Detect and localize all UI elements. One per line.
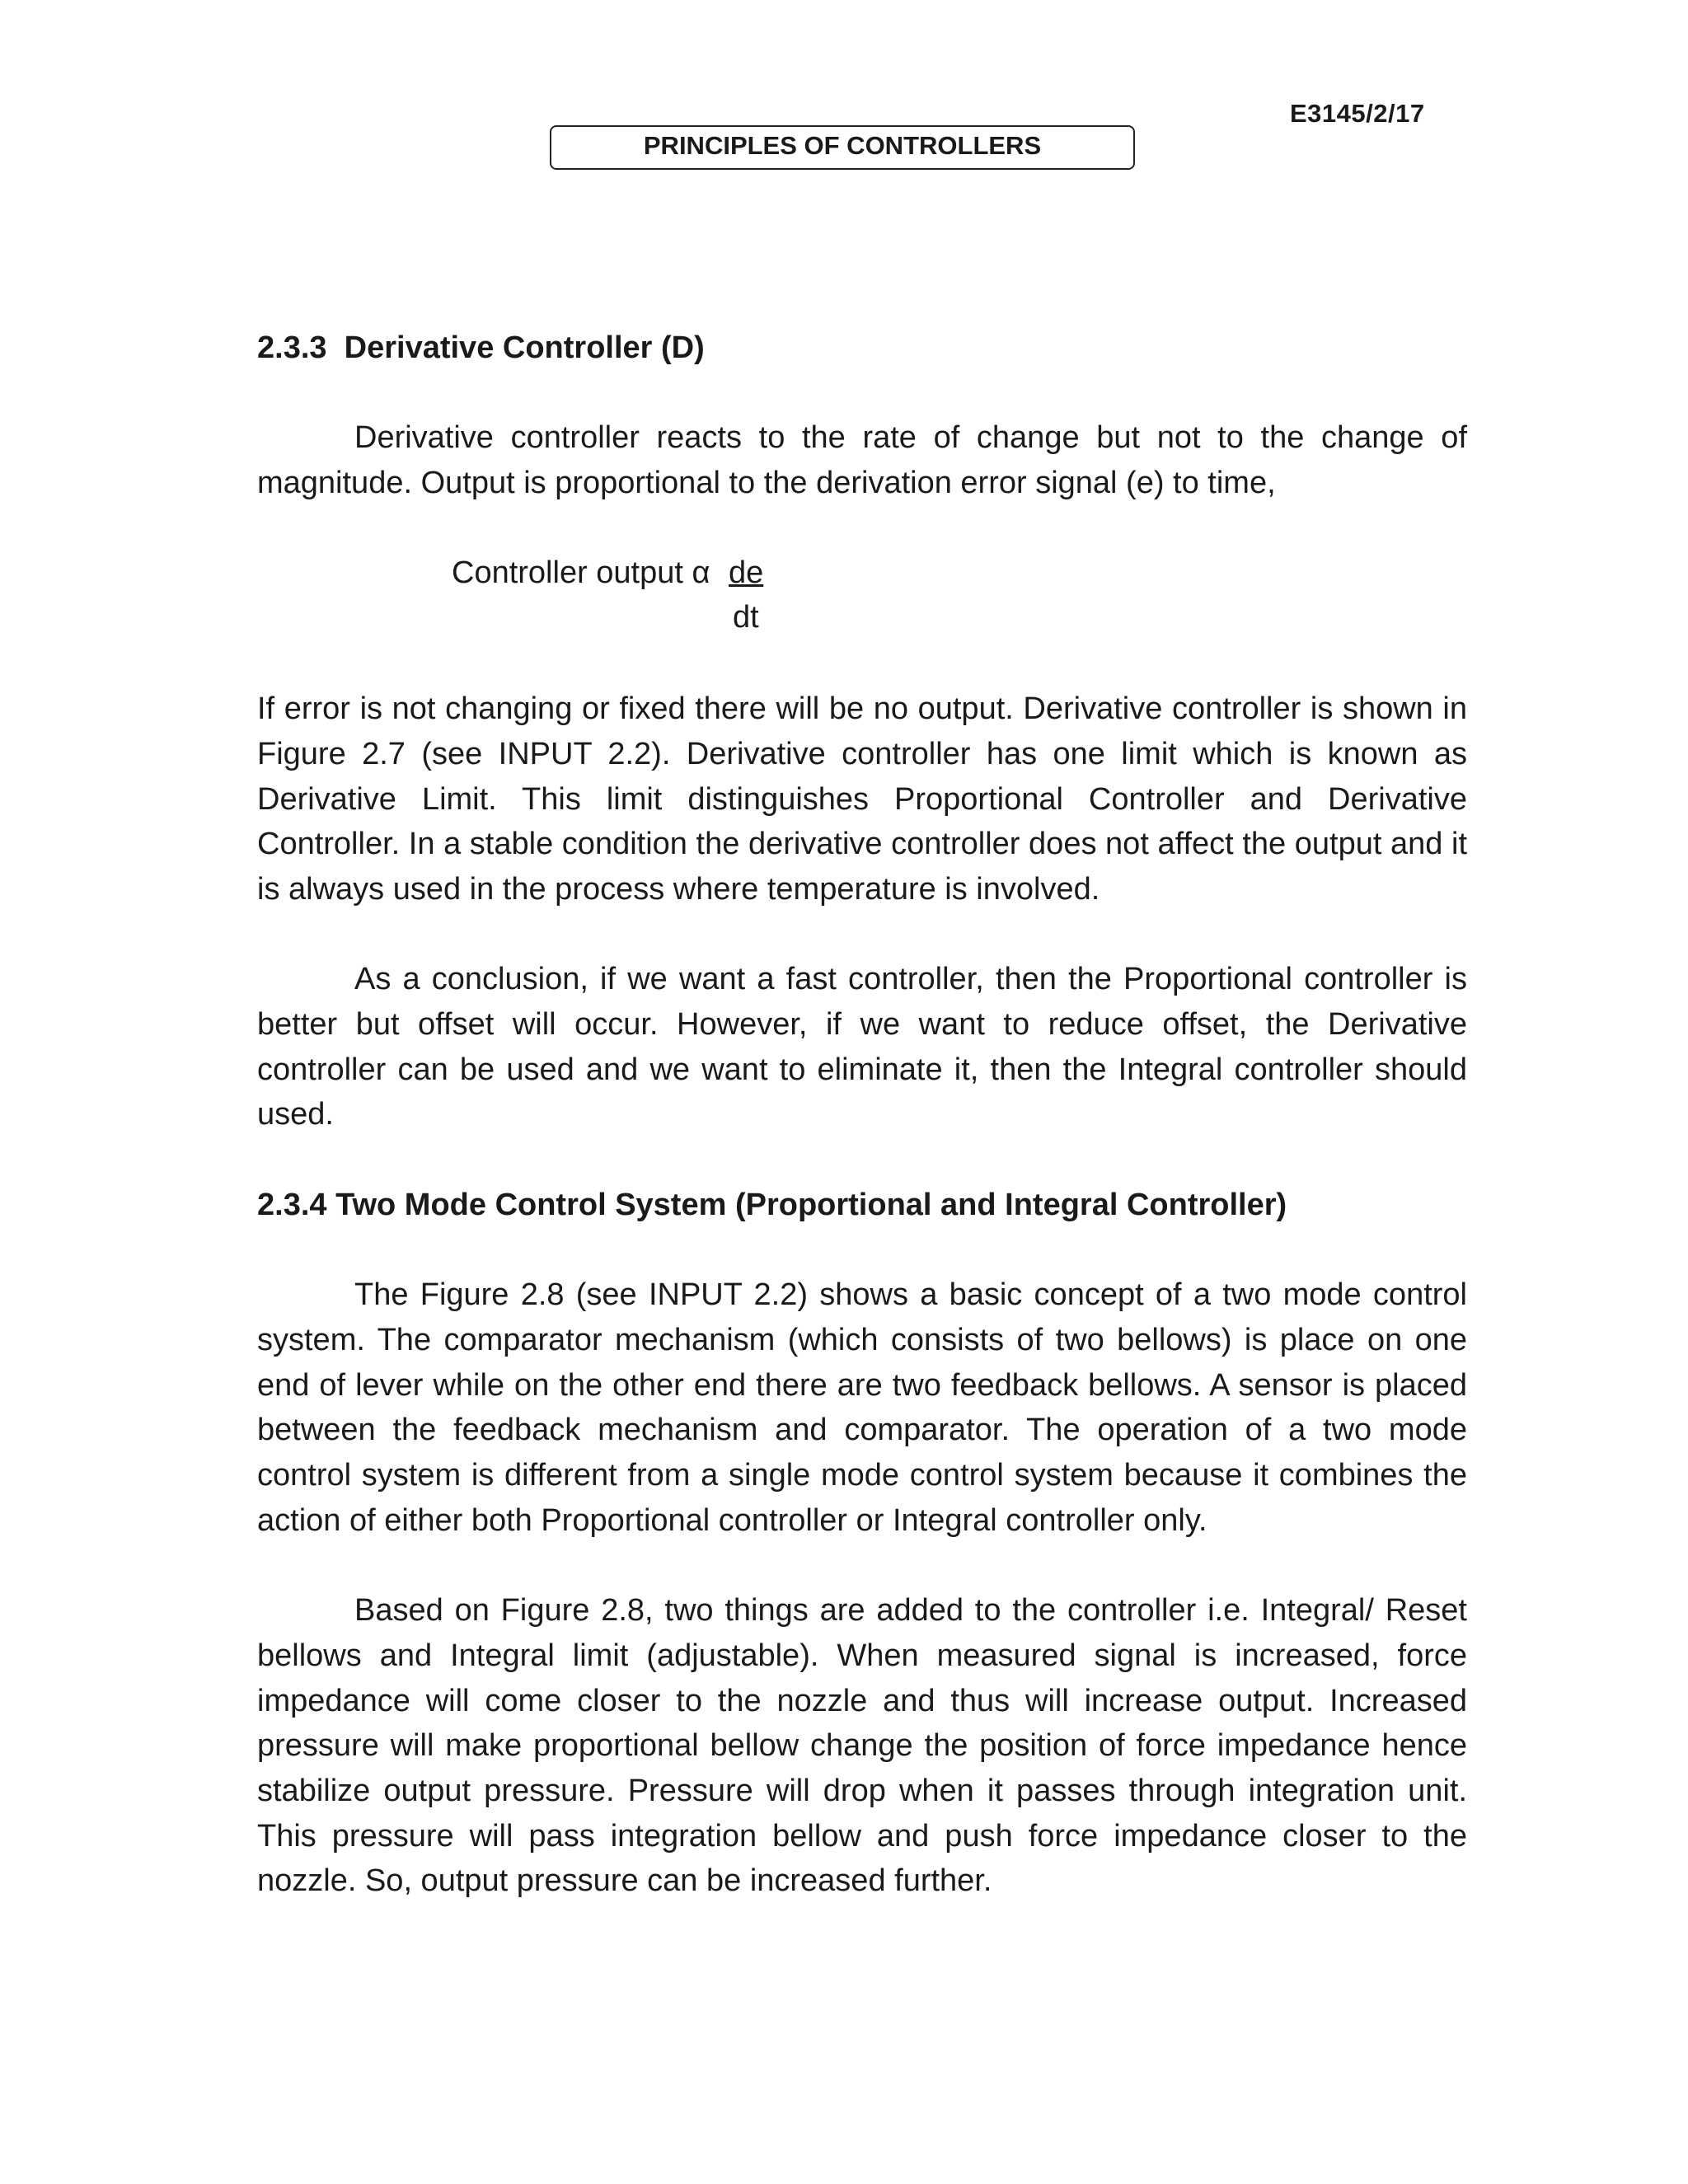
- formula-numerator: de: [729, 555, 764, 591]
- section-233-paragraph-2: If error is not changing or fixed there will be no output. Derivative controller is shown in Figure 2.7 (see INPUT 2.2). Derivative controller has one limit which is known as Derivative Limit. This limit distinguishes Proportional Controller and Derivative Controller. In a stable condition the derivative controller does not affect the output and it is always used in the process where temperature is involved.: [257, 691, 1467, 907]
- formula-denominator: dt: [733, 600, 759, 635]
- page-content: [257, 326, 1467, 1904]
- section-234-heading: [257, 1183, 1467, 1228]
- document-code: E3145/2/17: [1290, 99, 1425, 128]
- section-233-number: 2.3.3: [257, 330, 327, 365]
- section-233-title: Derivative Controller (D): [344, 330, 705, 365]
- section-233-paragraph-1: Derivative controller reacts to the rate of change but not to the change of magnitude. Output is proportional to the derivation error signal (e) to time,: [257, 420, 1467, 501]
- section-233-heading: [257, 326, 1467, 371]
- section-234-paragraph-2: Based on Figure 2.8, two things are added to the controller i.e. Integral/ Reset bellows and Integral limit (adjustable). When measured signal is increased, force impedance will come closer to the nozzle and thus will increase output. Increased pressure will make proportional bellow change the position of force impedance hence stabilize output pressure. Pressure will drop when it passes through integration unit. This pressure will pass integration bellow and push force impedance closer to the nozzle. So, output pressure can be increased further.: [257, 1593, 1467, 1899]
- derivative-formula: [257, 551, 1467, 641]
- section-234-paragraph-1: The Figure 2.8 (see INPUT 2.2) shows a basic concept of a two mode control system. The comparator mechanism (which consists of two bellows) is place on one end of lever while on the other end there are two feedback bellows. A sensor is placed between the feedback mechanism and comparator. The operation of a two mode control system is different from a single mode control system because it combines the action of either both Proportional controller or Integral controller only.: [257, 1277, 1467, 1538]
- section-233-paragraph-3: As a conclusion, if we want a fast controller, then the Proportional controller is better but offset will occur. However, if we want to reduce offset, the Derivative controller can be used and we want to eliminate it, then the Integral controller should used.: [257, 962, 1467, 1132]
- formula-label: Controller output α: [452, 555, 710, 591]
- header-title-box: PRINCIPLES OF CONTROLLERS: [550, 125, 1135, 170]
- section-234-title: 2.3.4 Two Mode Control System (Proportional and Integral Controller): [257, 1187, 1287, 1222]
